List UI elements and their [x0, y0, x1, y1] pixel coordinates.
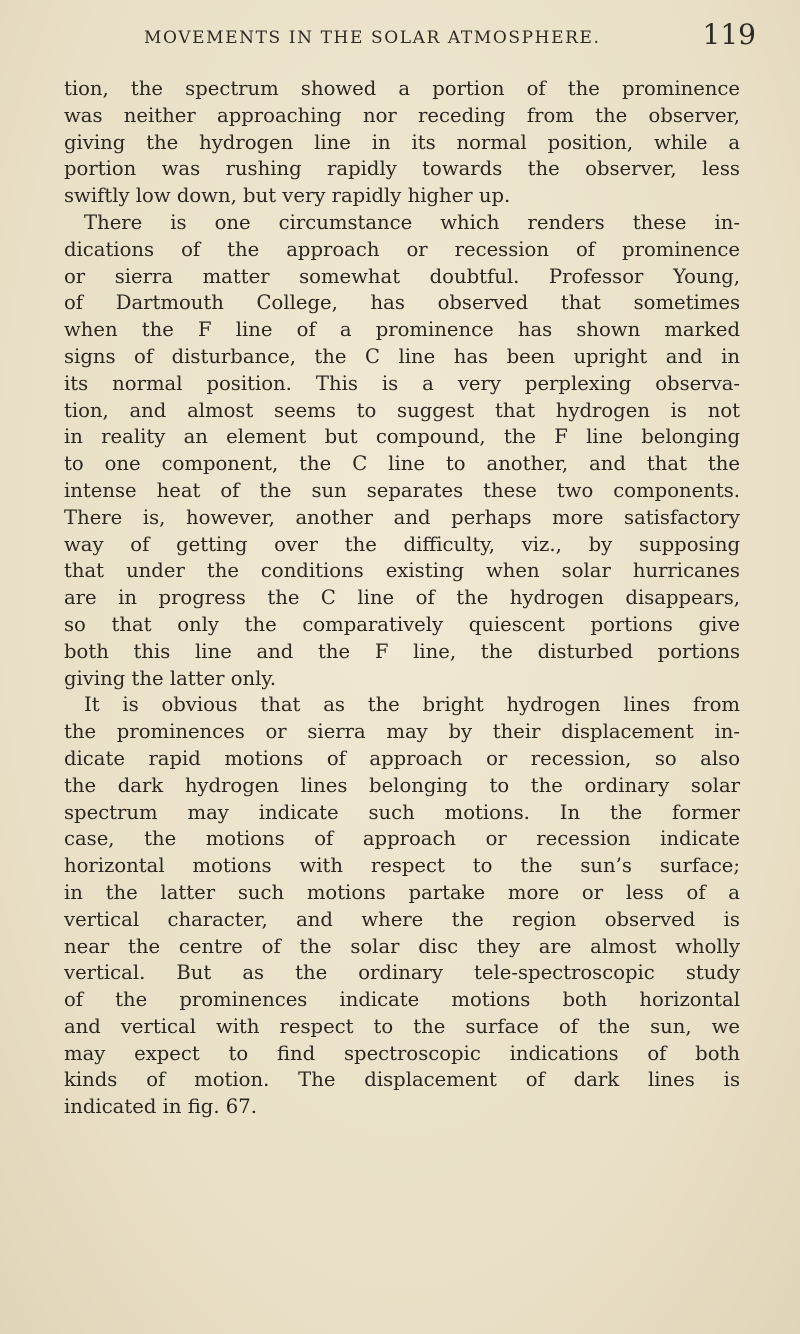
text-line: the prominences or sierra may by their displacement in- — [64, 720, 740, 744]
text-line: that under the conditions existing when solar hurricanes — [64, 559, 740, 583]
text-line: There is one circumstance which renders these in- — [84, 210, 740, 234]
text-line: and vertical with respect to the surface of the sun, we — [64, 1014, 740, 1038]
text-line: giving the hydrogen line in its normal position, while a — [64, 130, 740, 154]
text-line: kinds of motion. The displacement of dark lines is — [64, 1068, 740, 1092]
text-line: of Dartmouth College, has observed that sometimes — [64, 291, 740, 315]
text-line: so that only the comparatively quiescent portions give — [64, 612, 740, 636]
text-line: in reality an element but compound, the F line belonging — [64, 425, 740, 449]
text-line: its normal position. This is a very perplexing observa- — [64, 371, 740, 395]
text-line: case, the motions of approach or recession indicate — [64, 827, 740, 851]
text-line: spectrum may indicate such motions. In the former — [64, 800, 740, 824]
text-line: indicated in fig. 67. — [64, 1095, 257, 1119]
text-line: way of getting over the difficulty, viz., by supposing — [64, 532, 740, 556]
text-line: or sierra matter somewhat doubtful. Professor Young, — [64, 264, 740, 288]
text-line: horizontal motions with respect to the sun’s surface; — [64, 854, 740, 878]
text-line: intense heat of the sun separates these two components. — [64, 478, 740, 502]
text-line: portion was rushing rapidly towards the observer, less — [64, 157, 740, 181]
text-line: tion, and almost seems to suggest that hydrogen is not — [64, 398, 740, 422]
text-line: vertical character, and where the region observed is — [64, 907, 740, 931]
text-line: of the prominences indicate motions both horizontal — [64, 988, 740, 1012]
text-line: It is obvious that as the bright hydrogen lines from — [84, 693, 740, 717]
text-line: in the latter such motions partake more or less of a — [64, 880, 740, 904]
running-title: MOVEMENTS IN THE SOLAR ATMOSPHERE. — [144, 28, 601, 48]
text-line: to one component, the C line to another, and that the — [64, 452, 740, 476]
text-line: tion, the spectrum showed a portion of the prominence — [64, 77, 740, 100]
text-line: near the centre of the solar disc they are almost wholly — [64, 934, 740, 958]
text-line: when the F line of a prominence has shown marked — [64, 318, 740, 342]
text-line: vertical. But as the ordinary tele-spectroscopic study — [64, 961, 740, 985]
text-line: the dark hydrogen lines belonging to the ordinary solar — [64, 773, 740, 797]
text-line: was neither approaching nor receding from the observer, — [64, 103, 740, 127]
text-line: are in progress the C line of the hydrogen disappears, — [64, 586, 740, 610]
text-line: signs of disturbance, the C line has been upright and in — [64, 344, 740, 368]
text-line: swiftly low down, but very rapidly higher up. — [64, 184, 511, 208]
text-line: dications of the approach or recession of prominence — [64, 237, 740, 261]
body-text — [64, 76, 740, 1121]
text-line: giving the latter only. — [64, 666, 277, 690]
page-number: 119 — [702, 18, 756, 51]
text-line: both this line and the F line, the disturbed portions — [64, 639, 740, 663]
text-line: may expect to find spectroscopic indications of both — [64, 1041, 740, 1065]
text-line: There is, however, another and perhaps more satisfactory — [64, 505, 740, 529]
text-line: dicate rapid motions of approach or recession, so also — [64, 746, 740, 770]
running-header — [56, 18, 756, 58]
